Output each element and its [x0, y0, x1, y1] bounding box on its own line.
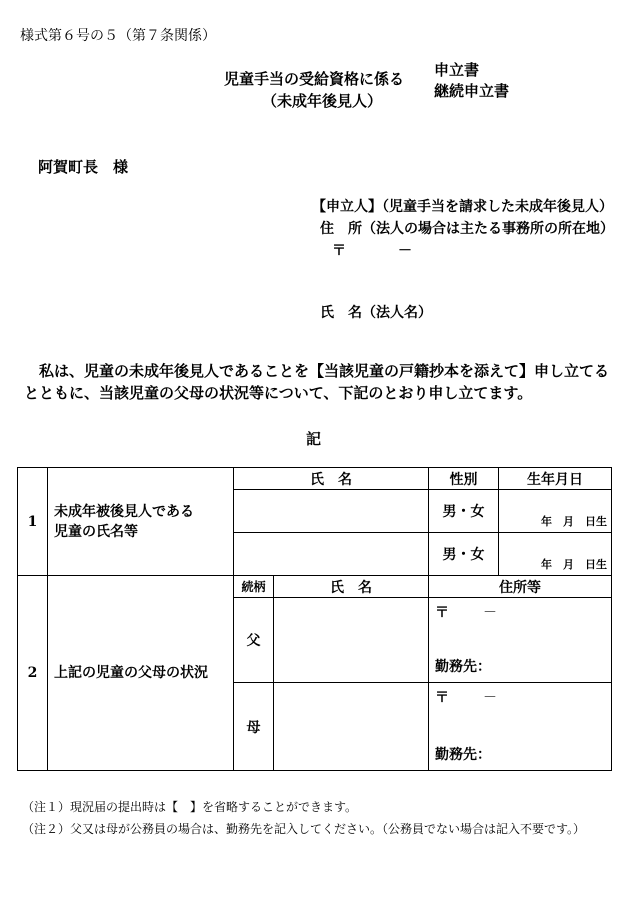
- note-2: （注２）父又は母が公務員の場合は、勤務先を記入してください。（公務員でない場合は記入不要です。）: [22, 822, 586, 836]
- mother-label: 母: [234, 683, 274, 771]
- section-2-label: 上記の児童の父母の状況: [48, 576, 234, 771]
- child-birthdate-header: 生年月日: [499, 468, 612, 490]
- postal-mark-icon: 〒: [435, 605, 449, 621]
- mother-workplace-label: 勤務先：: [435, 747, 491, 763]
- form-number: 様式第６号の５（第７条関係）: [20, 28, 216, 44]
- applicant-address-label: 住 所（法人の場合は主たる事務所の所在地）: [320, 221, 614, 237]
- mother-address-field[interactable]: [429, 683, 612, 771]
- declaration-statement: 私は、児童の未成年後見人であることを【当該児童の戸籍抄本を添えて】申し立てるとともに、当該児童の父母の状況等について、下記のとおり申し立てます。: [24, 362, 610, 402]
- applicant-name-label: 氏 名（法人名）: [320, 305, 432, 321]
- document-type-application: 申立書: [434, 61, 480, 79]
- document-title-line1: 児童手当の受給資格に係る: [224, 70, 405, 88]
- child-2-name-field[interactable]: [234, 533, 429, 576]
- section-1-number: 1: [18, 468, 48, 576]
- addressee: 阿賀町長 様: [38, 158, 129, 176]
- application-table: [17, 467, 612, 771]
- parent-address-header: 住所等: [429, 576, 612, 598]
- section-1-label: [48, 468, 234, 576]
- child-2-gender-field[interactable]: 男・女: [429, 533, 499, 576]
- father-name-field[interactable]: [274, 598, 429, 683]
- ki-heading: 記: [306, 430, 322, 448]
- child-1-name-field[interactable]: [234, 490, 429, 533]
- postal-mark-icon: 〒: [332, 243, 346, 259]
- section-1-label-line1: 未成年被後見人である: [54, 503, 194, 520]
- father-address-field[interactable]: [429, 598, 612, 683]
- note-1: （注１）現況届の提出時は【 】を省略することができます。: [22, 800, 358, 814]
- child-gender-header: 性別: [429, 468, 499, 490]
- postal-mark-icon: 〒: [435, 690, 449, 706]
- section-2-number: 2: [18, 576, 48, 771]
- relation-header: 続柄: [234, 576, 274, 598]
- parent-name-header: 氏 名: [274, 576, 429, 598]
- child-2-birthdate-field[interactable]: 年 月 日生: [499, 533, 612, 576]
- father-workplace-label: 勤務先：: [435, 659, 491, 675]
- postal-code-dash: －: [398, 243, 412, 259]
- document-title-line2: （未成年後見人）: [262, 92, 383, 110]
- mother-name-field[interactable]: [274, 683, 429, 771]
- document-type-continuation: 継続申立書: [434, 82, 510, 100]
- postal-code-dash: －: [483, 605, 497, 621]
- child-1-birthdate-field[interactable]: 年 月 日生: [499, 490, 612, 533]
- father-label: 父: [234, 598, 274, 683]
- section-1-label-line2: 児童の氏名等: [54, 523, 138, 540]
- child-1-gender-field[interactable]: 男・女: [429, 490, 499, 533]
- applicant-heading: 【申立人】（児童手当を請求した未成年後見人）: [312, 199, 613, 215]
- postal-code-dash: －: [483, 690, 497, 706]
- child-name-header: 氏 名: [234, 468, 429, 490]
